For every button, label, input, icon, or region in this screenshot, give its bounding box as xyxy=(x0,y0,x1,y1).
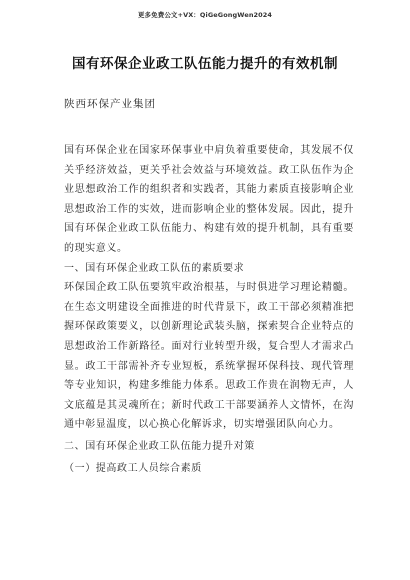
document-title: 国有环保企业政工队伍能力提升的有效机制 xyxy=(72,56,338,72)
section-1-heading: 一、国有环保企业政工队伍的素质要求 xyxy=(64,262,245,274)
organization-name: 陕西环保产业集团 xyxy=(64,98,156,110)
intro-paragraph: 国有环保企业在国家环保事业中肩负着重要使命，其发展不仅关乎经济效益，更关乎社会效益与环境效益。政工队伍作为企业思想政治工作的组织者和实践者，其能力素质直接影响企业思想政治工作的实效，进而影响企业的整体发展。因此，提升国有环保企业政工队伍能力、构建有效的提升机制，具有重要的现实意义。 xyxy=(64,145,354,254)
section-2-subheading-1: （一）提高政工人员综合素质 xyxy=(64,462,202,474)
section-1-paragraph: 环保国企政工队伍要筑牢政治根基，与时俱进学习理论精髓。在生态文明建设全面推进的时代背景下，政工干部必须精准把握环保政策要义，以创新理论武装头脑，探索契合企业特点的思想政治工作新路径。面对行业转型升级，复合型人才需求凸显。政工干部需补齐专业短板，系统掌握环保科技、现代管理等专业知识，构建多维能力体系。思政工作贵在润物无声，人文底蕴是其灵魂所在；新时代政工干部要涵养人文情怀，在沟通中彰显温度，以心换心化解诉求，切实增强团队向心力。 xyxy=(64,282,354,431)
section-2-heading: 二、国有环保企业政工队伍能力提升对策 xyxy=(64,440,255,452)
document-body xyxy=(64,141,354,478)
header-note: 更多免费公文+VX：QiGeGongWen2024 xyxy=(137,11,273,19)
